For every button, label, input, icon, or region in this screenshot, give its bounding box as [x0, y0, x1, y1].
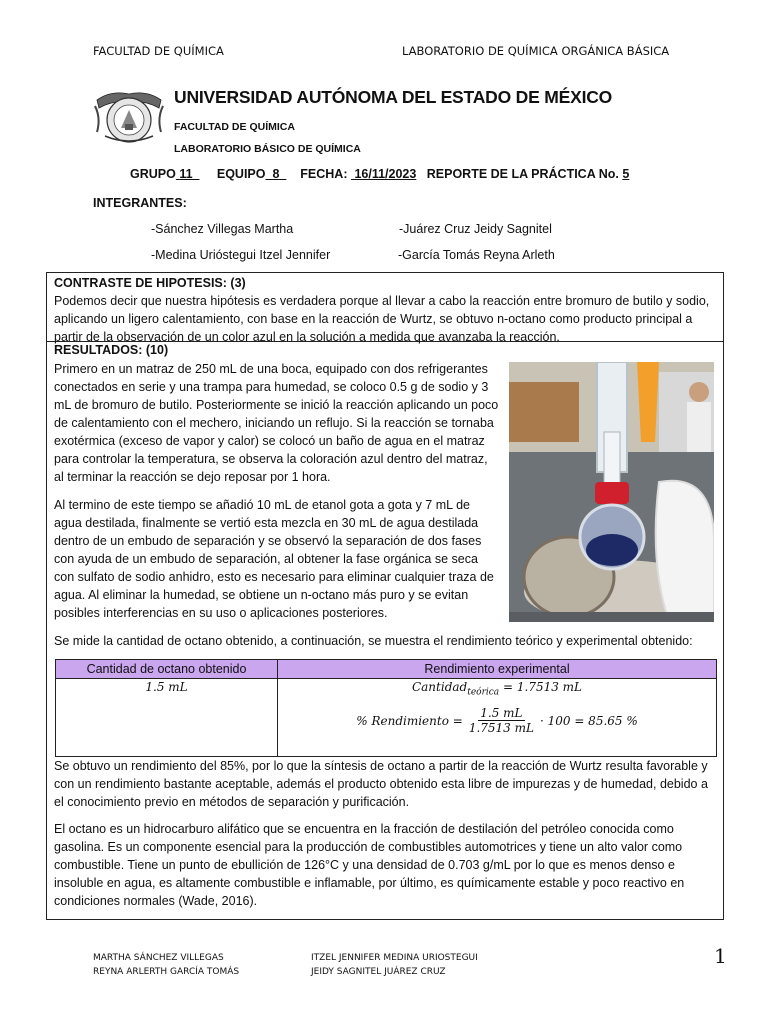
cantidad-cell: [56, 679, 278, 757]
footer-name-4: JEIDY SAGNITEL JUÁREZ CRUZ: [311, 967, 446, 977]
footer-name-3: REYNA ARLERTH GARCÍA TOMÁS: [93, 967, 240, 977]
rendimiento-formula: % Rendimiento = $\frac{1.5 mL}{1.7513 mL}$ · 100 = 85.65 %: [356, 706, 638, 736]
member-2: -Juárez Cruz Jeidy Sagnitel: [399, 222, 552, 236]
cantidad-teorica-formula: Cantidad$_{teórica}$ = 1.7513 mL: [411, 680, 583, 698]
grupo-label: GRUPO: [130, 167, 176, 181]
university-seal-icon: [93, 88, 165, 146]
page-number: 1: [714, 944, 727, 968]
conclusion-paragraph-1: Se obtuvo un rendimiento del 85%, por lo que la síntesis de octano a partir de la reacción de Wurtz resulta favorable y con un rendimiento bastante aceptable, además el producto obtenido esta libre de impurezas y de humedad, debido a el conocimiento previo en métodos de separación y purificación.: [54, 759, 708, 809]
equipo-label: EQUIPO: [216, 167, 266, 181]
faculty-name: FACULTAD DE QUÍMICA: [174, 121, 295, 133]
conclusion-paragraph-2: El octano es un hidrocarburo alifático que se encuentra en la fracción de destilación del petróleo conocida como gasolina. Es un componente esencial para la producción de combustibles automotrices y tiene un alto valor como combustible. Tiene un punto de ebullición de 126°C y una densidad de 0.703 g/mL por lo que es menos denso e insoluble en agua, es altamente combustible e inflamable, por último, es químicamente estable y poco reactivo en condiciones normales (Wade, 2016).: [54, 822, 685, 908]
header-left: FACULTAD DE QUÍMICA: [93, 44, 224, 58]
fecha-label: FECHA:: [300, 167, 348, 181]
footer-name-1: MARTHA SÁNCHEZ VILLEGAS: [93, 953, 224, 963]
reporte-label: REPORTE DE LA PRÁCTICA No.: [426, 167, 619, 181]
fecha-value: 16/11/2023: [354, 167, 417, 181]
member-4: -García Tomás Reyna Arleth: [398, 248, 555, 262]
integrantes-label: INTEGRANTES:: [93, 196, 187, 210]
member-3: -Medina Urióstegui Itzel Jennifer: [151, 248, 331, 262]
cantidad-value: 1.5 mL: [145, 680, 188, 694]
results-table: [55, 659, 717, 757]
lab-apparatus-photo: [509, 362, 714, 622]
resultados-paragraph-3: Se mide la cantidad de octano obtenido, a continuación, se muestra el rendimiento teórico y experimental obtenido:: [54, 634, 693, 648]
resultados-heading: RESULTADOS: (10): [54, 343, 169, 357]
contraste-paragraph: Podemos decir que nuestra hipótesis es verdadera porque al llevar a cabo la reacción entre bromuro de butilo y sodio, aplicando un ligero calentamiento, con base en la reacción de Wurtz, se obtuvo n-octano como producto principal a partir de la observación de un color azul en la solución a medida que avanzaba la reacción.: [54, 294, 710, 344]
rendimiento-cell: [278, 679, 717, 757]
resultados-paragraph-2: Al termino de este tiempo se añadió 10 mL de etanol gota a gota y 7 mL de agua destilada, finalmente se vertió esta mezcla en 30 mL de agua destilada dentro de un embudo de separación y se observó la separación de dos fases con ayuda de un embudo de separación, al obtener la fase orgánica se seca con sulfato de sodio anhidro, esto es necesario para eliminar cualquier traza de agua. Al eliminar la humedad, se obtiene un n-octano más puro y se evitan posibles interferencias en su uso o aplicaciones posteriores.: [54, 498, 494, 620]
member-1: -Sánchez Villegas Martha: [151, 222, 294, 236]
reporte-value: 5: [622, 167, 630, 181]
lab-name: LABORATORIO BÁSICO DE QUÍMICA: [174, 143, 361, 155]
info-line: [130, 167, 629, 181]
equipo-value: 8: [272, 167, 280, 181]
grupo-value: 11: [179, 167, 193, 181]
contraste-heading: CONTRASTE DE HIPOTESIS: (3): [54, 276, 246, 290]
col-header-rendimiento: Rendimiento experimental: [278, 660, 717, 679]
footer-name-2: ITZEL JENNIFER MEDINA URIOSTEGUI: [311, 953, 478, 963]
header-right: LABORATORIO DE QUÍMICA ORGÁNICA BÁSICA: [402, 44, 670, 58]
resultados-paragraph-1: Primero en un matraz de 250 mL de una boca, equipado con dos refrigerantes conectados en serie y una trampa para humedad, se coloco 0.5 g de sodio y 3 mL de bromuro de butilo. Posteriormente se inició la reacción aplicando un poco de calentamiento con el mechero, iniciando un reflujo. Si la reacción se tornaba exotérmica (exceso de vapor y calor) se colocó un baño de agua en el matraz para controlar la temperatura, se observa la coloración azul dentro del matraz, al terminar la reacción se dejo reposar por 1 hora.: [54, 362, 499, 484]
university-name: UNIVERSIDAD AUTÓNOMA DEL ESTADO DE MÉXICO: [174, 87, 613, 107]
col-header-cantidad: Cantidad de octano obtenido: [56, 660, 278, 679]
